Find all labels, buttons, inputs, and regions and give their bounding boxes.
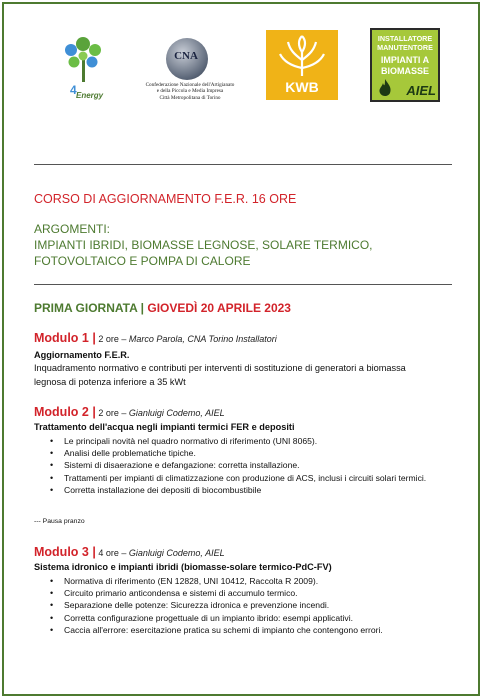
- module-description: Inquadramento normativo e contributi per interventi di sostituzione di generatori a biomassa: [34, 363, 406, 373]
- list-item: • Separazione delle potenze: Sicurezza idronica e prevenzione incendi.: [50, 599, 383, 611]
- day-heading: PRIMA GIORNATA | GIOVEDÌ 20 APRILE 2023: [34, 301, 291, 315]
- topics-line: IMPIANTI IBRIDI, BIOMASSE LEGNOSE, SOLARE TERMICO,: [34, 238, 373, 252]
- list-item: • Corretta configurazione progettuale di un impianto ibrido: esempi applicativi.: [50, 612, 383, 624]
- kwb-logo-text: KWB: [285, 79, 319, 95]
- module-title: Modulo 2 | 2 ore – Gianluigi Codemo, AIEL: [34, 405, 225, 419]
- module-heading: Trattamento dell'acqua negli impianti termici FER e depositi: [34, 422, 295, 432]
- module-title: Modulo 3 | 4 ore – Gianluigi Codemo, AIEL: [34, 545, 225, 559]
- topic-list: [50, 575, 383, 636]
- list-item: • Caccia all'errore: esercitazione pratica su schemi di impianto che contengono errori.: [50, 624, 383, 636]
- divider: [34, 164, 452, 165]
- logo-bar: [0, 28, 484, 108]
- svg-text:4: 4: [70, 83, 77, 97]
- module-heading: Sistema idronico e impianti ibridi (biomasse-solare termico-PdC-FV): [34, 562, 332, 572]
- divider: [34, 284, 452, 285]
- topics-label: ARGOMENTI:: [34, 222, 111, 236]
- module-description: legnosa di potenza inferiore a 35 kWt: [34, 377, 186, 387]
- svg-text:Energy: Energy: [76, 91, 104, 100]
- kwb-logo: [266, 30, 338, 100]
- topics-line: FOTOVOLTAICO E POMPA DI CALORE: [34, 254, 251, 268]
- list-item: • Circuito primario anticondensa e sistemi di accumulo termico.: [50, 587, 383, 599]
- tree-icon: [266, 30, 338, 80]
- aiel-brand: AIEL: [406, 83, 436, 98]
- aiel-logo: INSTALLATORE MANUTENTORE IMPIANTI A BIOMASSE AIEL: [370, 28, 440, 102]
- list-item: • Sistemi di disaerazione e defangazione: corretta installazione.: [50, 459, 426, 471]
- course-title: CORSO DI AGGIORNAMENTO F.E.R. 16 ORE: [34, 192, 297, 206]
- list-item: • Normativa di riferimento (EN 12828, UNI 10412, Raccolta R 2009).: [50, 575, 383, 587]
- 4energy-logo: [56, 34, 112, 100]
- lunch-break-note: --- Pausa pranzo: [34, 518, 85, 525]
- cna-logo-subtitle: Confederazione Nazionale dell'Artigianato e della Piccola e Media Impresa Città Metropolitana di Torino: [145, 82, 235, 101]
- tree-icon: [56, 34, 112, 100]
- module-title: Modulo 1 | 2 ore – Marco Parola, CNA Torino Installatori: [34, 331, 277, 345]
- topic-list: [50, 435, 426, 496]
- cna-logo-text: CNA: [174, 50, 198, 62]
- module-heading: Aggiornamento F.E.R.: [34, 350, 130, 360]
- list-item: • Le principali novità nel quadro normativo di riferimento (UNI 8065).: [50, 435, 426, 447]
- list-item: • Analisi delle problematiche tipiche.: [50, 447, 426, 459]
- list-item: • Corretta installazione dei depositi di biocombustibile: [50, 484, 426, 496]
- cna-logo: [130, 38, 250, 102]
- list-item: • Trattamenti per impianti di climatizzazione con produzione di ACS, inclusi i circuiti solari termici.: [50, 472, 426, 484]
